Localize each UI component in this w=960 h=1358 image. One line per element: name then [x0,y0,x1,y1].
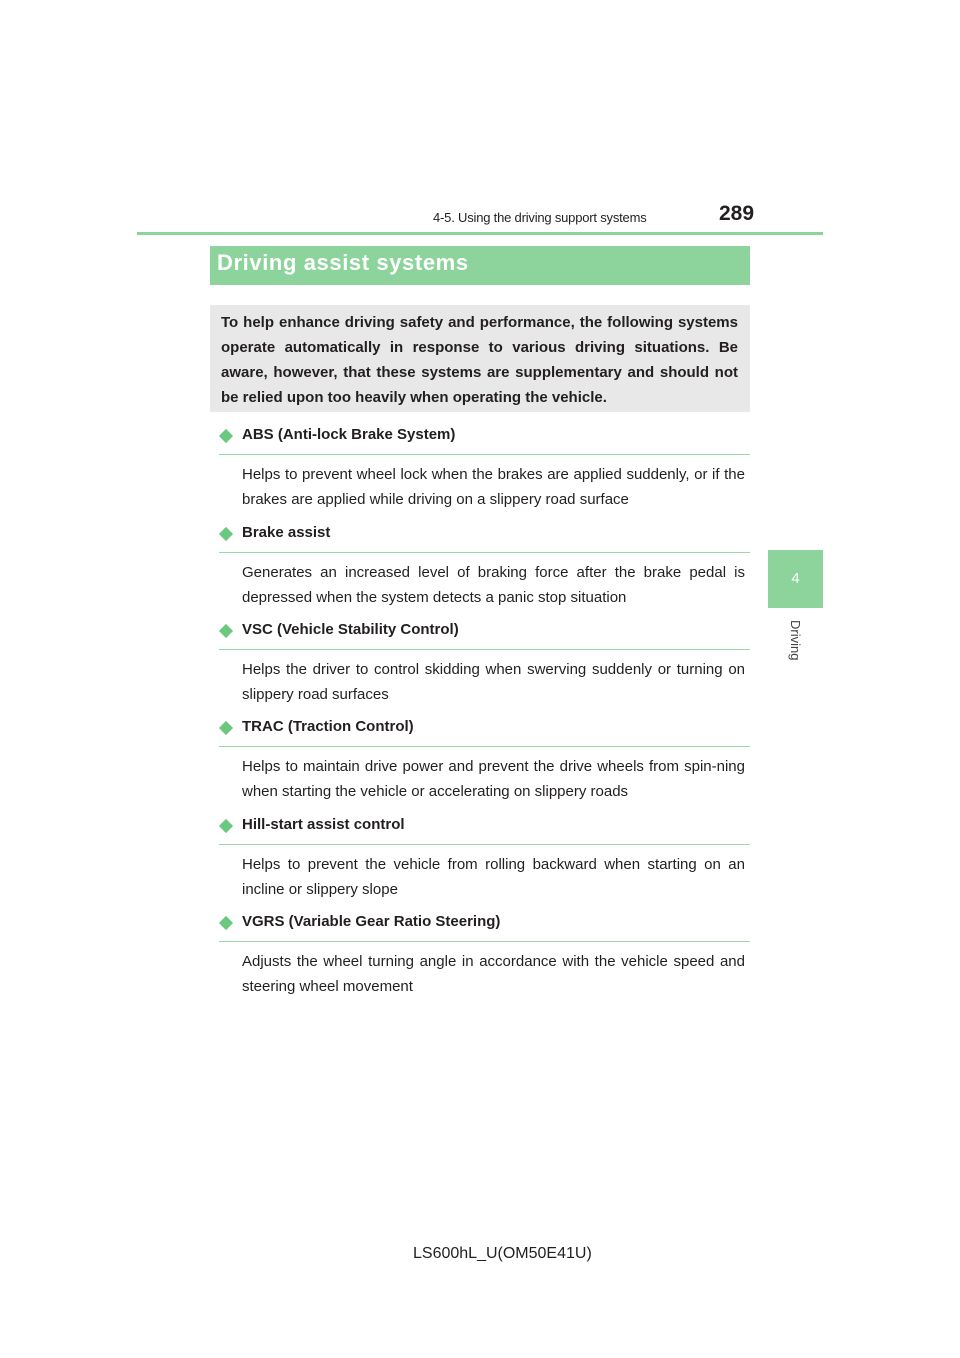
item-description: Helps to prevent the vehicle from rolling backward when starting on an incline or slippery slope [242,856,745,898]
item-heading [219,818,750,845]
item-title: Brake assist [242,524,331,541]
footer-model-code: LS600hL_U(OM50E41U) [413,1245,592,1262]
page-number: 289 [719,202,755,225]
system-item-brake-assist [219,526,750,610]
diamond-bullet-icon [219,819,233,833]
diamond-bullet-icon [219,624,233,638]
system-item-vsc [219,623,750,707]
item-title: TRAC (Traction Control) [242,718,414,735]
diamond-bullet-icon [219,916,233,930]
section-title-bar [210,246,750,285]
chapter-tab-label: Driving [788,620,803,661]
item-description: Helps to prevent wheel lock when the brakes are applied suddenly, or if the brakes are applied while driving on a slippery road surface [242,466,745,508]
item-description: Generates an increased level of braking force after the brake pedal is depressed when the system detects a panic stop situation [242,564,745,606]
item-description: Helps to maintain drive power and prevent the drive wheels from spin-ning when starting the vehicle or accelerating on slippery roads [242,758,745,800]
running-header-section: 4-5. Using the driving support systems [433,210,647,225]
item-title: ABS (Anti-lock Brake System) [242,426,456,443]
item-heading [219,623,750,650]
item-title: VGRS (Variable Gear Ratio Steering) [242,913,501,930]
item-heading [219,428,750,455]
header-divider [137,232,823,235]
chapter-tab: 4 [768,550,823,608]
item-title: Hill-start assist control [242,816,405,833]
diamond-bullet-icon [219,721,233,735]
system-item-abs [219,428,750,512]
item-heading [219,526,750,553]
item-heading [219,720,750,747]
system-item-trac [219,720,750,804]
system-item-hill-start [219,818,750,902]
item-heading [219,915,750,942]
diamond-bullet-icon [219,527,233,541]
intro-text: To help enhance driving safety and performance, the following systems operate automatically in response to various driving situations. Be aware, however, that these systems are supplementary and should not be relied upon too heavily when operating the vehicle. [221,314,738,406]
intro-box [210,305,750,412]
section-title: Driving assist systems [217,250,469,275]
system-item-vgrs [219,915,750,999]
item-description: Adjusts the wheel turning angle in accordance with the vehicle speed and steering wheel movement [242,953,745,995]
item-title: VSC (Vehicle Stability Control) [242,621,459,638]
diamond-bullet-icon [219,429,233,443]
item-description: Helps the driver to control skidding when swerving suddenly or turning on slippery road surfaces [242,661,745,703]
